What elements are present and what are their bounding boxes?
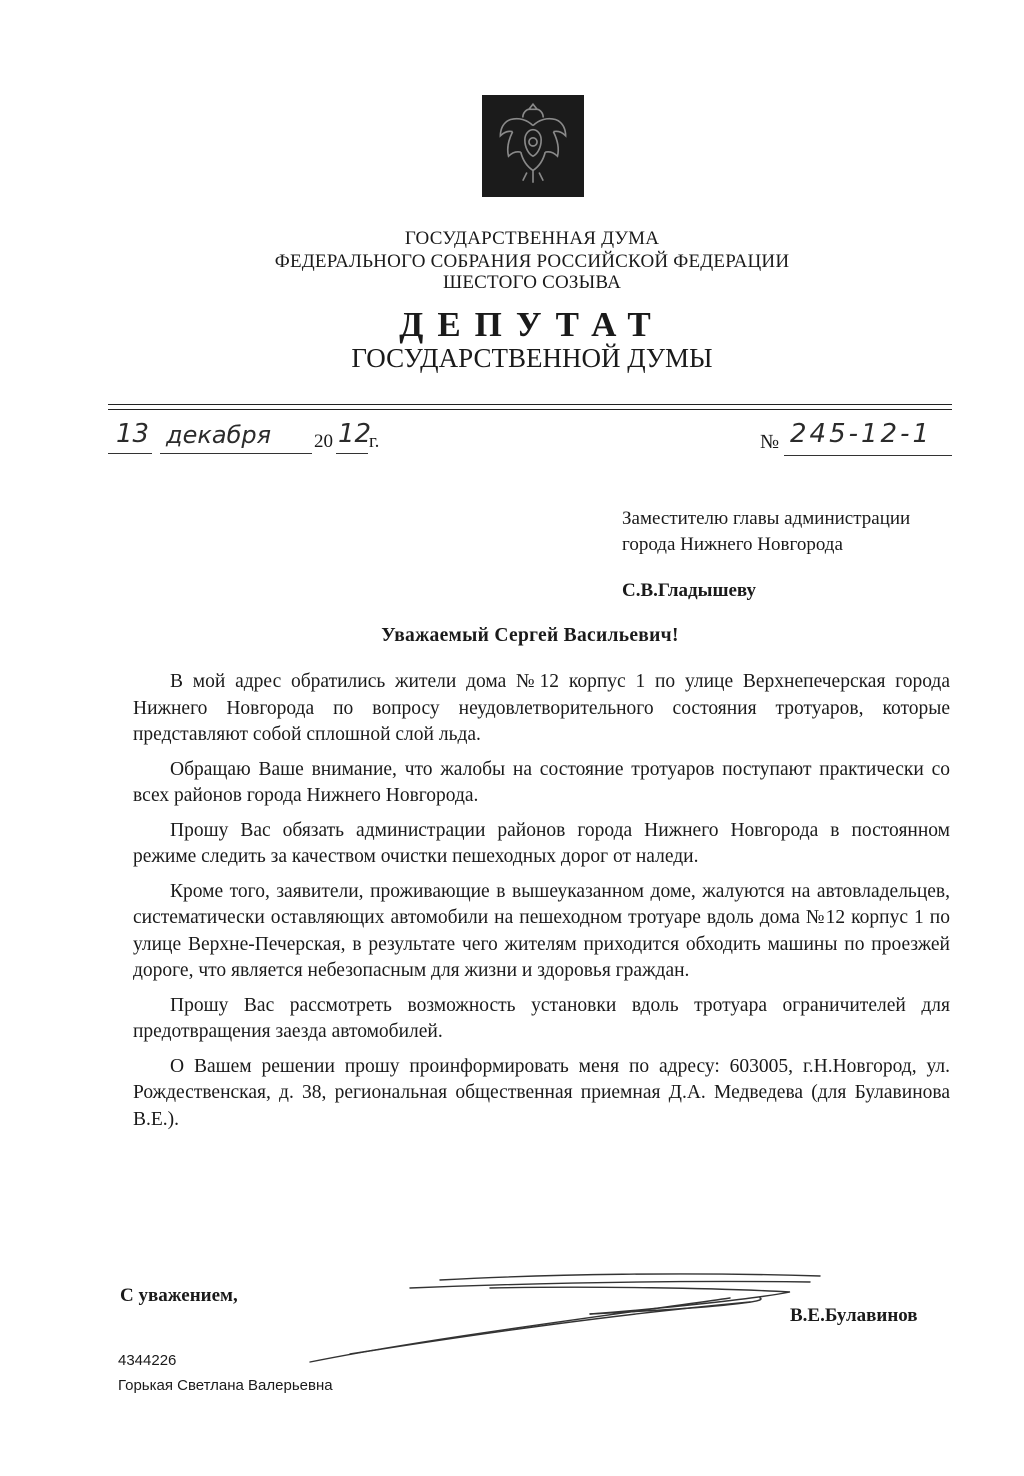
date-year-underline: [336, 453, 368, 454]
date-year-mark: г.: [369, 431, 380, 452]
letterhead-title: ДЕПУТАТ: [399, 305, 665, 344]
number-sign: №: [760, 431, 780, 453]
date-day-underline: [108, 453, 152, 454]
addressee-name: С.В.Гладышеву: [622, 580, 757, 601]
letterhead-line-assembly: ФЕДЕРАЛЬНОГО СОБРАНИЯ РОССИЙСКОЙ ФЕДЕРАЦИИ: [274, 251, 790, 272]
body-paragraph: В мой адрес обратились жители дома №12 корпус 1 по улице Верхнепечерская города Нижнего Новгорода по вопросу неудовлетворительного состояния тротуаров, которые представляют собой сплошной слой льда.: [133, 671, 950, 745]
letterhead-subtitle: ГОСУДАРСТВЕННОЙ ДУМЫ: [351, 343, 713, 373]
registration-number-value: 245-12-1: [790, 419, 933, 449]
date-year-suffix: 12: [338, 419, 372, 449]
letterhead-line-convocation: ШЕСТОГО СОЗЫВА: [443, 272, 621, 293]
body-paragraph: Кроме того, заявители, проживающие в вышеуказанном доме, жалуются на автовладельцев, систематически оставляющих автомобили на пешеходном тротуаре вдоль дома №12 корпус 1 по улице Верхне-Печерская, в результате чего жителям приходится обходить машины по проезжей дороге, что является небезопасным для жизни и здоровья граждан.: [133, 880, 950, 981]
header-rule-bottom: [108, 409, 952, 410]
addressee-city: города Нижнего Новгорода: [622, 534, 843, 555]
body-paragraph: Прошу Вас рассмотреть возможность установки вдоль тротуара ограничителей для предотвращения заезда автомобилей.: [133, 994, 950, 1042]
addressee-position: Заместителю главы администрации: [622, 508, 911, 529]
body-paragraph: Прошу Вас обязать администрации районов города Нижнего Новгорода в постоянном режиме следить за качеством очистки пешеходных дорог от наледи.: [133, 819, 950, 867]
salutation: Уважаемый Сергей Васильевич!: [381, 625, 679, 646]
registration-number-underline: [784, 455, 952, 456]
date-month-underline: [160, 453, 312, 454]
closing-phrase: С уважением,: [120, 1285, 238, 1306]
addressee-block: [622, 506, 910, 604]
date-day: 13: [116, 419, 150, 449]
date-month: декабря: [166, 421, 272, 449]
signer-name: В.Е.Булавинов: [790, 1305, 918, 1326]
body-paragraph: Обращаю Ваше внимание, что жалобы на состояние тротуаров поступают практически со всех районов города Нижнего Новгорода.: [133, 758, 950, 806]
letter-body: [133, 669, 950, 1141]
letterhead-line-duma: ГОСУДАРСТВЕННАЯ ДУМА: [404, 228, 660, 249]
date-year-prefix: 20: [314, 431, 333, 452]
double-headed-eagle-icon: [482, 95, 584, 197]
body-paragraph: О Вашем решении прошу проинформировать меня по адресу: 603005, г.Н.Новгород, ул. Рождественская, д. 38, региональная общественная приемная Д.А. Медведева (для Булавинова В.Е.).: [133, 1055, 950, 1130]
state-emblem: [482, 95, 584, 197]
header-rule-top: [108, 404, 952, 405]
handwritten-signature: [290, 1258, 830, 1368]
performer-phone: 4344226: [118, 1352, 177, 1369]
performer-name: Горькая Светлана Валерьевна: [118, 1377, 333, 1394]
